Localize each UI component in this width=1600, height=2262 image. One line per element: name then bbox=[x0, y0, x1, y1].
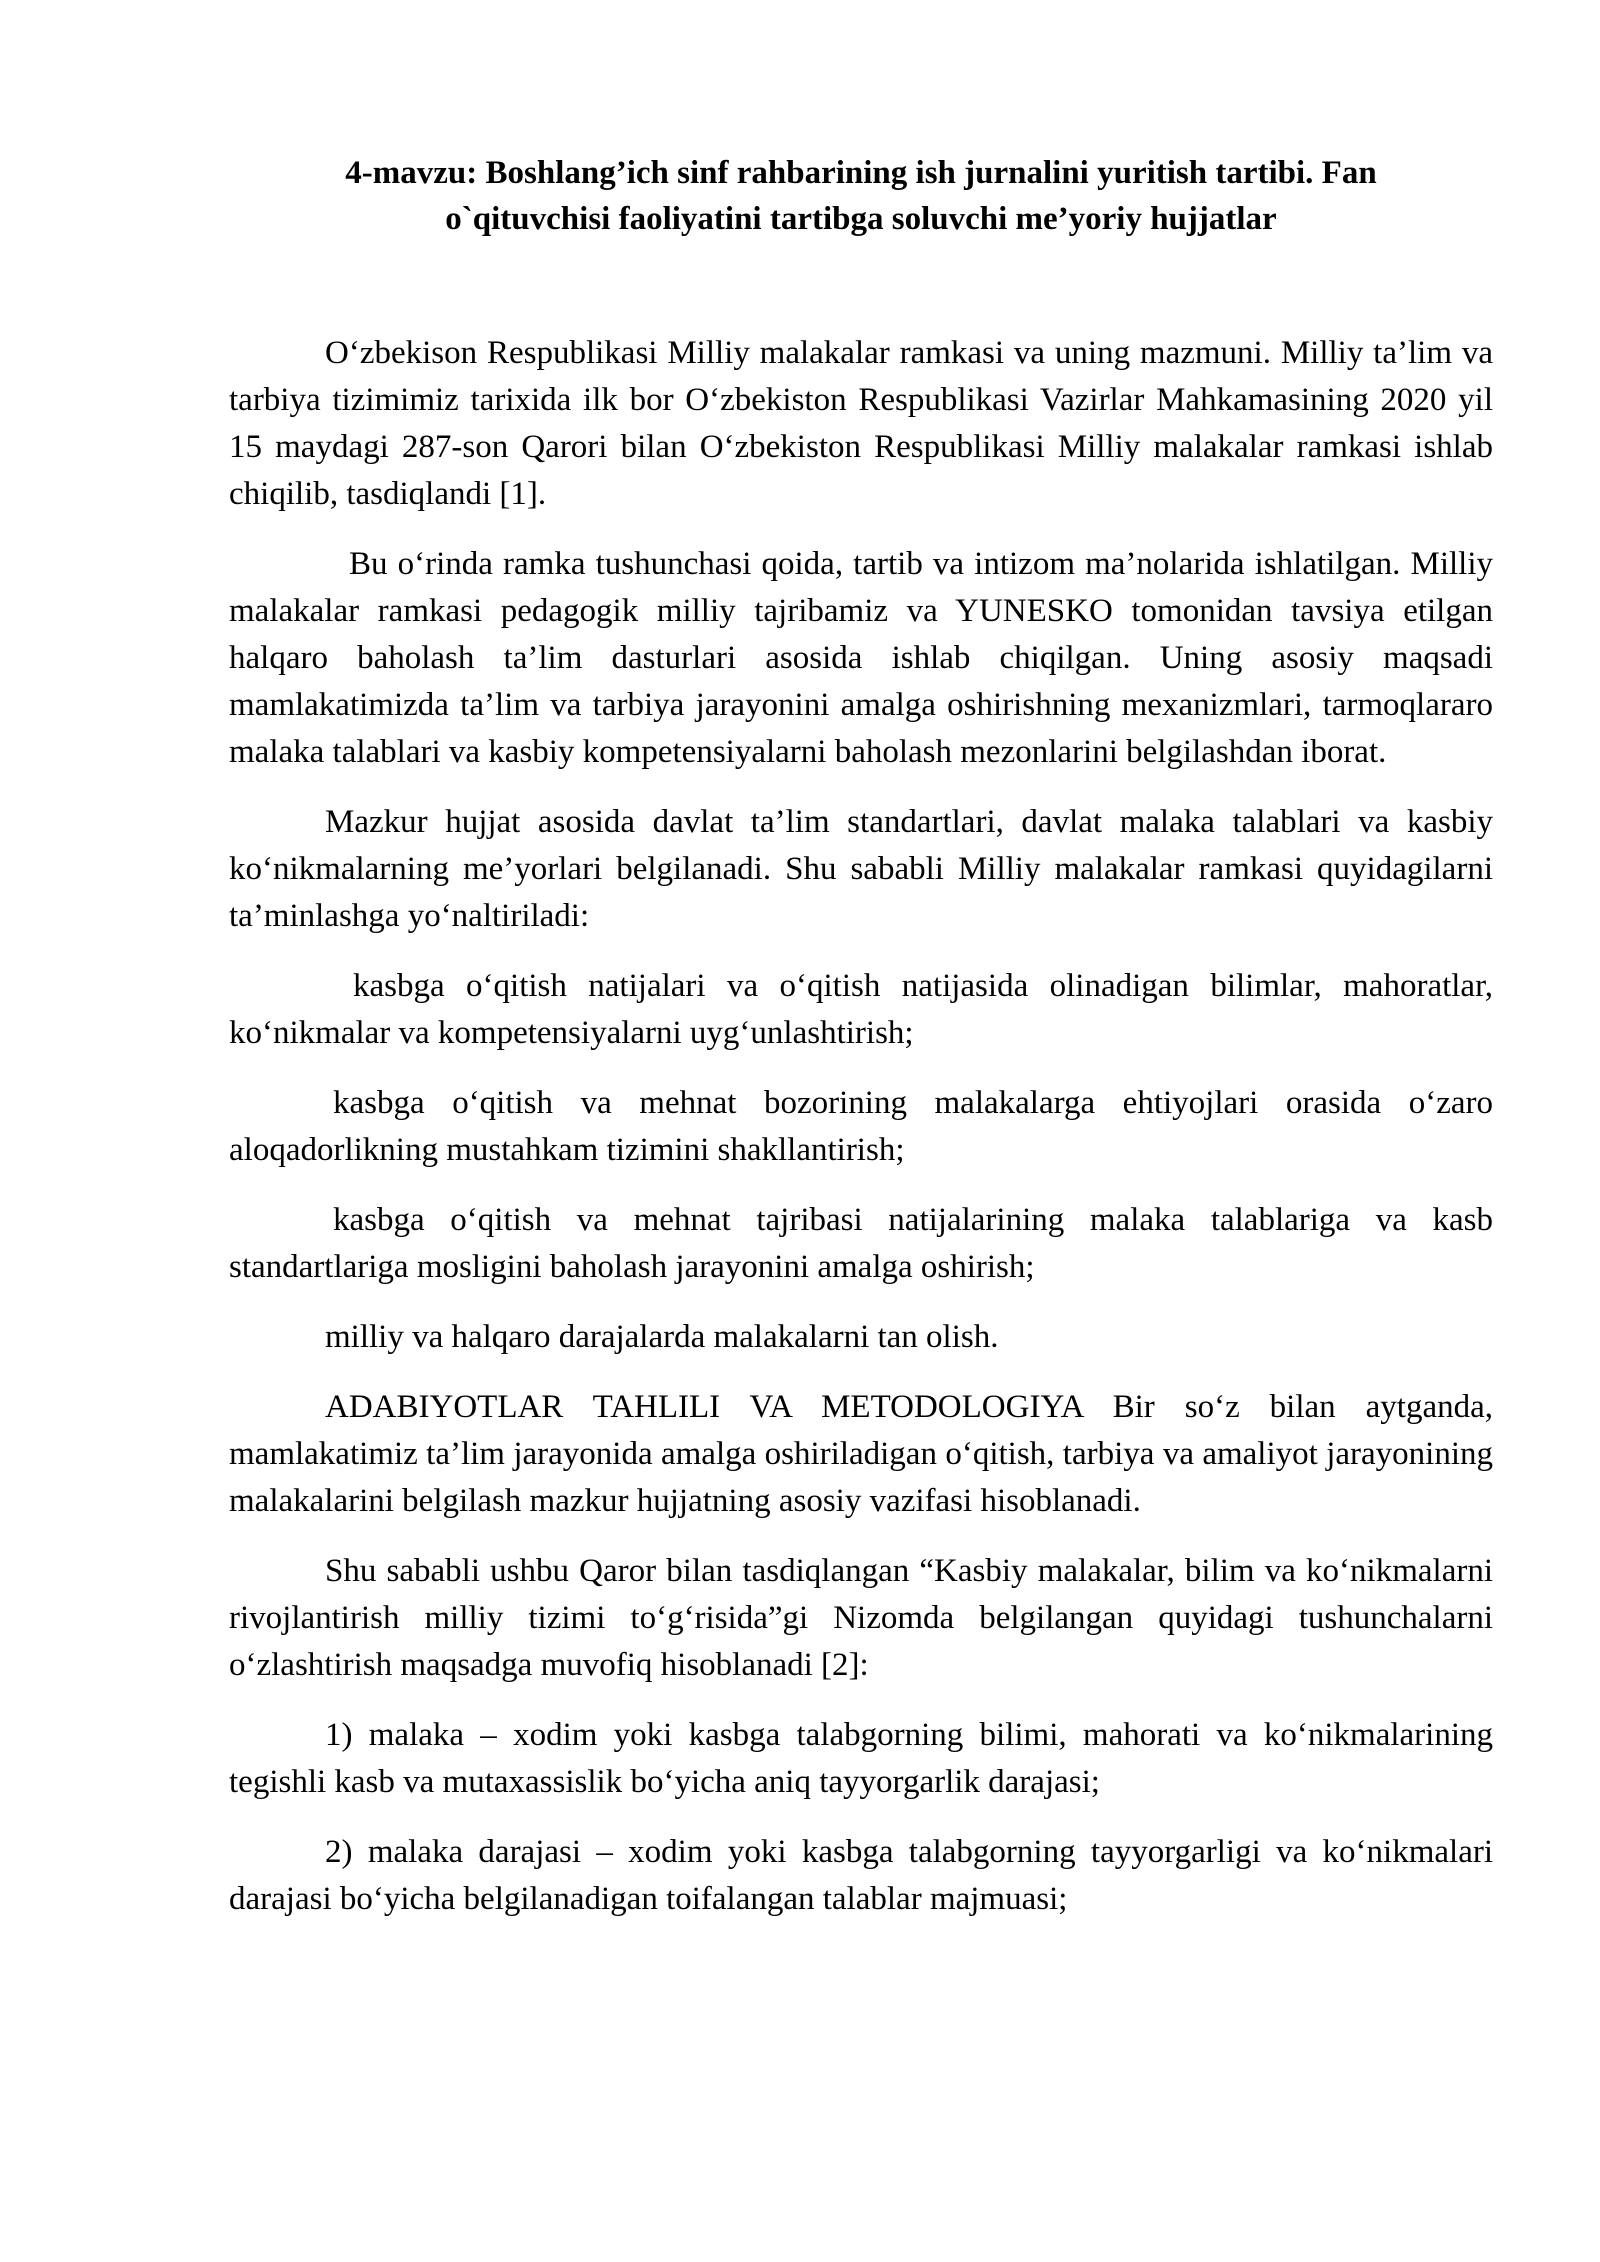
document-body bbox=[229, 330, 1493, 1923]
title-line-2: o`qituvchisi faoliyatini tartibga soluvchi me’yoriy hujjatlar bbox=[445, 201, 1277, 237]
definition-1: 1) malaka – xodim yoki kasbga talabgorning bilimi, mahorati va ko‘nikmalarining tegishli kasb va mutaxassislik bo‘yicha aniq tayyorgarlik darajasi; bbox=[229, 1717, 1493, 1800]
list-item-2: kasbga o‘qitish va mehnat bozorining malakalarga ehtiyojlari orasida o‘zaro aloqadorlikning mustahkam tizimini shakllantirish; bbox=[229, 1085, 1493, 1168]
page-title bbox=[229, 150, 1493, 242]
paragraph-2: Bu o‘rinda ramka tushunchasi qoida, tartib va intizom ma’nolarida ishlatilgan. Milliy malakalar ramkasi pedagogik milliy tajribamiz va YUNESKO tomonidan tavsiya etilgan halqaro baholash ta’lim dasturlari asosida ishlab chiqilgan. Uning asosiy maqsadi mamlakatimizda ta’lim va tarbiya jarayonini amalga oshirishning mexanizmlari, tarmoqlararo malaka talablari va kasbiy kompetensiyalarni baholash mezonlarini belgilashdan iborat. bbox=[229, 546, 1493, 770]
document-page bbox=[229, 150, 1493, 1946]
paragraph-1: O‘zbekison Respublikasi Milliy malakalar ramkasi va uning mazmuni. Milliy ta’lim va tarbiya tizimimiz tarixida ilk bor O‘zbekiston Respublikasi Vazirlar Mahkamasining 2020 yil 15 maydagi 287-son Qarori bilan O‘zbekiston Respublikasi Milliy malakalar ramkasi ishlab chiqilib, tasdiqlandi [1]. bbox=[229, 335, 1493, 512]
list-item-4: milliy va halqaro darajalarda malakalarni tan olish. bbox=[325, 1319, 999, 1355]
title-line-1: 4-mavzu: Boshlang’ich sinf rahbarining ish jurnalini yuritish tartibi. Fan bbox=[345, 155, 1377, 191]
definition-2: 2) malaka darajasi – xodim yoki kasbga talabgorning tayyorgarligi va ko‘nikmalari darajasi bo‘yicha belgilanadigan toifalangan talablar majmuasi; bbox=[229, 1834, 1493, 1917]
paragraph-3: Mazkur hujjat asosida davlat ta’lim standartlari, davlat malaka talablari va kasbiy ko‘nikmalarning me’yorlari belgilanadi. Shu sababli Milliy malakalar ramkasi quyidagilarni ta’minlashga yo‘naltiriladi: bbox=[229, 804, 1493, 934]
list-item-1: kasbga o‘qitish natijalari va o‘qitish natijasida olinadigan bilimlar, mahoratlar, ko‘nikmalar va kompetensiyalarni uyg‘unlashtirish; bbox=[229, 968, 1493, 1051]
list-item-3: kasbga o‘qitish va mehnat tajribasi natijalarining malaka talablariga va kasb standartlariga mosligini baholash jarayonini amalga oshirish; bbox=[229, 1202, 1493, 1285]
paragraph-5: Shu sababli ushbu Qaror bilan tasdiqlangan “Kasbiy malakalar, bilim va ko‘nikmalarni rivojlantirish milliy tizimi to‘g‘risida”gi Nizomda belgilangan quyidagi tushunchalarni o‘zlashtirish maqsadga muvofiq hisoblanadi [2]: bbox=[229, 1553, 1493, 1683]
paragraph-4: ADABIYOTLAR TAHLILI VA METODOLOGIYA Bir so‘z bilan aytganda, mamlakatimiz ta’lim jarayonida amalga oshiriladigan o‘qitish, tarbiya va amaliyot jarayonining malakalarini belgilash mazkur hujjatning asosiy vazifasi hisoblanadi. bbox=[229, 1389, 1493, 1519]
